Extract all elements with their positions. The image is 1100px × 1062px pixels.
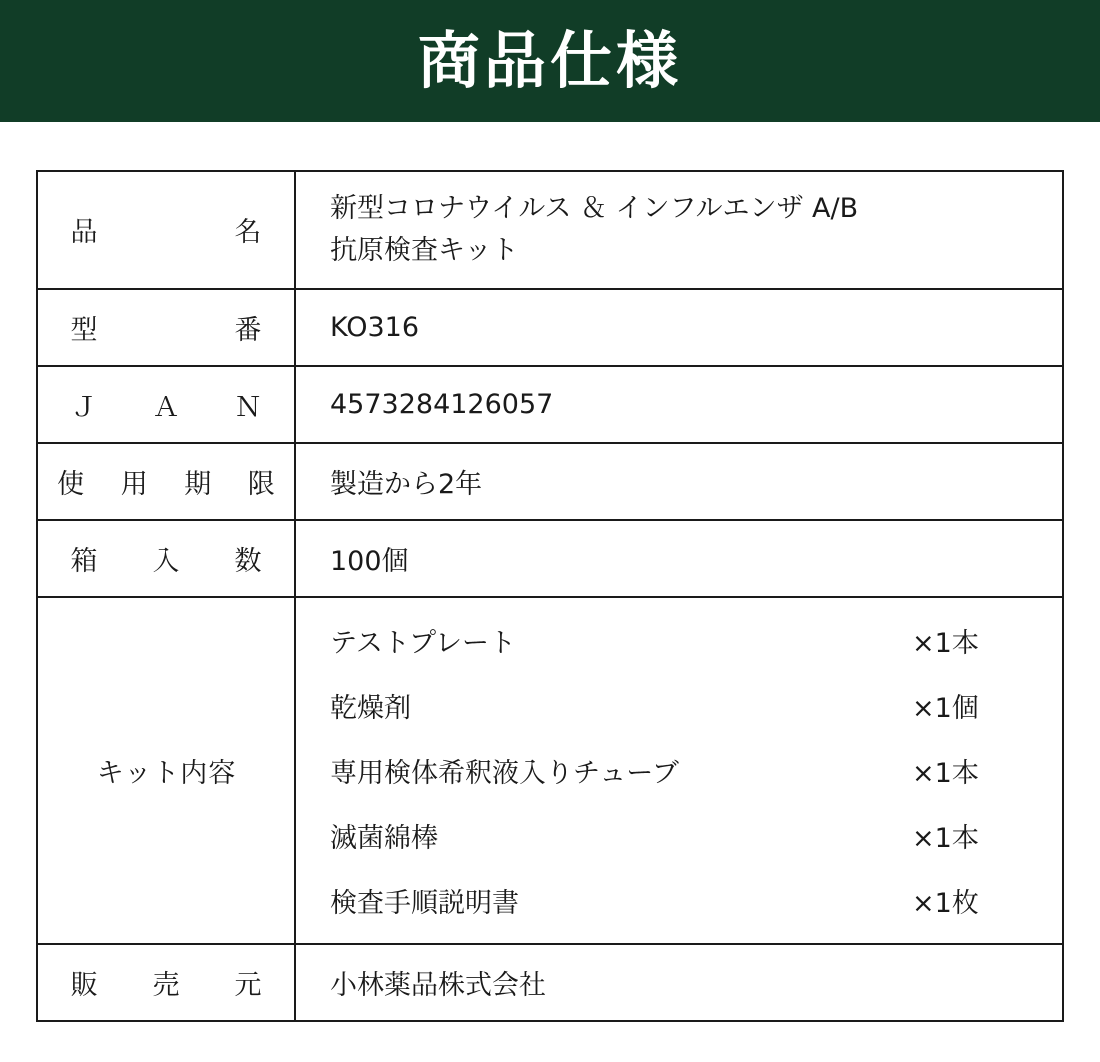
row-label-jan: Ｊ Ａ Ｎ bbox=[37, 366, 295, 443]
row-value-box-quantity: 100個 bbox=[295, 520, 1063, 597]
page-title: 商品仕様 bbox=[417, 24, 682, 97]
row-value-product-name bbox=[295, 171, 1063, 289]
row-value-expiry: 製造から2年 bbox=[295, 443, 1063, 520]
row-value-jan: 4573284126057 bbox=[295, 366, 1063, 443]
table-row bbox=[37, 366, 1063, 443]
row-value-model-number: KO316 bbox=[295, 289, 1063, 366]
row-label-model-number: 型 番 bbox=[37, 289, 295, 366]
product-name-line-1: 新型コロナウイルス ＆ インフルエンザ A/B bbox=[330, 193, 859, 224]
table-row bbox=[37, 171, 1063, 289]
page-header-banner bbox=[0, 0, 1100, 122]
list-item bbox=[330, 868, 1062, 933]
row-value-distributor: 小林薬品株式会社 bbox=[295, 944, 1063, 1021]
row-label-distributor: 販 売 元 bbox=[37, 944, 295, 1021]
list-item bbox=[330, 738, 1062, 803]
row-label-kit-contents: キット内容 bbox=[37, 597, 295, 944]
kit-item-name: 滅菌綿棒 bbox=[330, 822, 438, 854]
kit-item-qty: ×1個 bbox=[912, 692, 979, 724]
table-row bbox=[37, 944, 1063, 1021]
kit-item-qty: ×1枚 bbox=[912, 887, 979, 919]
row-value-kit-contents bbox=[295, 597, 1063, 944]
kit-contents-list bbox=[330, 608, 1062, 933]
table-row bbox=[37, 443, 1063, 520]
product-spec-table bbox=[36, 170, 1064, 1022]
kit-item-name: 専用検体希釈液入りチューブ bbox=[330, 757, 679, 789]
kit-item-qty: ×1本 bbox=[912, 627, 979, 659]
product-name-line-2: 抗原検査キット bbox=[330, 234, 519, 266]
kit-item-qty: ×1本 bbox=[912, 822, 979, 854]
table-row bbox=[37, 520, 1063, 597]
spec-section bbox=[0, 122, 1100, 1022]
kit-item-name: 乾燥剤 bbox=[330, 692, 411, 724]
kit-item-qty: ×1本 bbox=[912, 757, 979, 789]
row-label-product-name: 品 名 bbox=[37, 171, 295, 289]
row-label-box-quantity: 箱 入 数 bbox=[37, 520, 295, 597]
kit-item-name: 検査手順説明書 bbox=[330, 887, 519, 919]
list-item bbox=[330, 803, 1062, 868]
list-item bbox=[330, 673, 1062, 738]
row-label-expiry: 使 用 期 限 bbox=[37, 443, 295, 520]
table-row bbox=[37, 289, 1063, 366]
kit-item-name: テストプレート bbox=[330, 627, 517, 659]
list-item bbox=[330, 608, 1062, 673]
table-row-kit-contents bbox=[37, 597, 1063, 944]
